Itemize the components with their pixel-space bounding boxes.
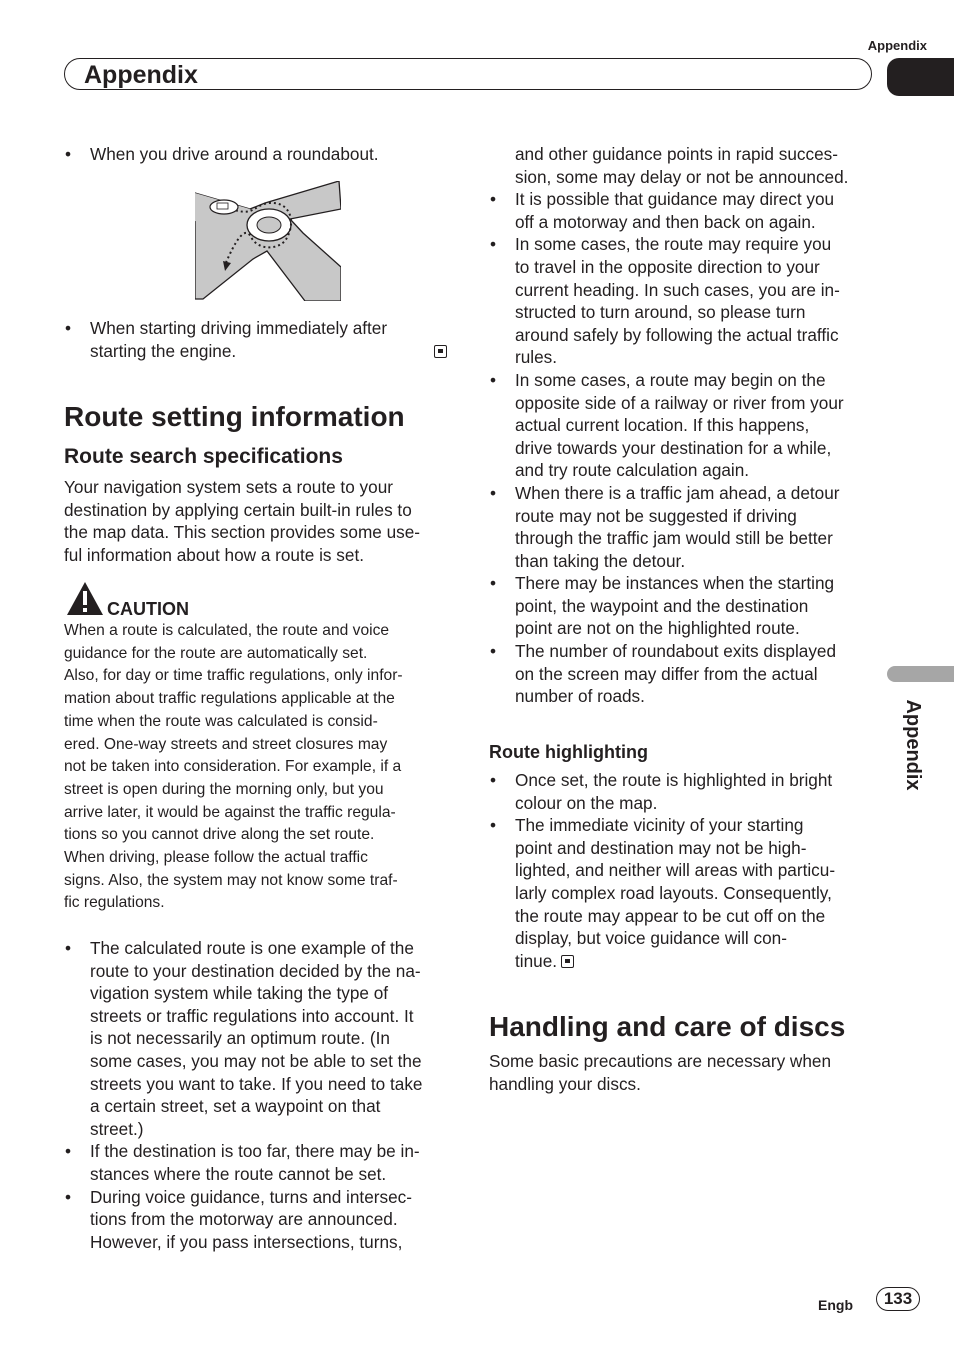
highlight-list xyxy=(489,769,879,972)
discs-title: Handling and care of discs xyxy=(489,1011,846,1042)
list-item: • It is possible that guidance may direct you off a motorway and then back on again. xyxy=(489,188,879,233)
bullet-engine xyxy=(64,317,454,362)
warning-triangle-icon xyxy=(66,581,104,616)
highlight-title: Route highlighting xyxy=(489,742,648,762)
side-tab-label: Appendix xyxy=(902,699,924,791)
intro-paragraph: Your navigation system sets a route to your destination by applying certain built-in rules to the map data. This section provides some use- ful information about how a route is set. xyxy=(64,477,421,565)
caution-label: CAUTION xyxy=(107,599,189,619)
list-item: • When starting driving immediately after starting the engine. xyxy=(64,317,454,362)
list-item: • When you drive around a roundabout. xyxy=(64,143,454,166)
list-item: • The immediate vicinity of your starting point and destination may not be high- lighted, and neither will areas with particu- larly complex road layouts. Consequently, the route may appear to be cut off on the display, but voice guidance will con- tinue. xyxy=(489,814,879,972)
page-title: Appendix xyxy=(84,61,198,89)
language-code: Engb xyxy=(818,1297,853,1313)
end-mark-icon xyxy=(434,345,447,358)
list-item: • In some cases, a route may begin on the opposite side of a railway or river from your actual current location. If this happens, drive towards your destination for a while, and try route calculation again. xyxy=(489,369,879,482)
discs-heading xyxy=(489,1010,845,1044)
list-item: • When there is a traffic jam ahead, a detour route may not be suggested if driving through the traffic jam would still be better than taking the detour. xyxy=(489,482,879,572)
continuation-text: and other guidance points in rapid succes- sion, some may delay or not be announced. xyxy=(515,144,849,187)
page-number: 133 xyxy=(876,1287,920,1311)
header-tab-marker xyxy=(887,58,954,96)
section-title: Route setting information xyxy=(64,401,405,432)
list-item: • The number of roundabout exits displayed on the screen may differ from the actual number of roads. xyxy=(489,640,879,708)
discs-paragraph: Some basic precautions are necessary when handling your discs. xyxy=(489,1051,832,1094)
list-item: • Once set, the route is highlighted in bright colour on the map. xyxy=(489,769,879,814)
list-item: • In some cases, the route may require you to travel in the opposite direction to your current heading. In such cases, you are in- structed to turn around, so please turn around safely by following the actual traffic rules. xyxy=(489,233,879,369)
bullet-roundabout xyxy=(64,143,454,166)
list-item: • If the destination is too far, there may be in- stances where the route cannot be set. xyxy=(64,1140,454,1185)
caution-text: When a route is calculated, the route and voice guidance for the route are automatically set. Also, for day or time traffic regulations, only infor- mation about traffic regulations applicable at the time when the route was calculated is consid- ered. One-way streets and street closures may not be taken into consideration. For example, if a street is open during the morning only, but you arrive later, it would be against the traffic regula- tions so you cannot drive along the set route. When driving, please follow the actual traffic signs. Also, the system may not know some traf- fic regulations. xyxy=(64,622,403,912)
running-head: Appendix xyxy=(867,38,927,53)
end-mark-icon xyxy=(561,955,574,968)
highlight-heading xyxy=(489,740,648,764)
route-notes-list xyxy=(64,937,454,1253)
subsection-heading xyxy=(64,444,343,470)
list-item: • During voice guidance, turns and intersec- tions from the motorway are announced. However, if you pass intersections, turns, xyxy=(64,1186,454,1254)
subsection-title: Route search specifications xyxy=(64,445,343,468)
section-heading xyxy=(64,400,405,434)
right-column-list xyxy=(489,143,879,708)
roundabout-illustration xyxy=(195,181,341,301)
list-item: • The calculated route is one example of the route to your destination decided by the na- vigation system while taking the type of streets or traffic regulations into account. It is not necessarily an optimum route. (In some cases, you may not be able to set the streets you want to take. If you need to take a certain street, set a waypoint on that street.) xyxy=(64,937,454,1140)
list-item: • There may be instances when the starting point, the waypoint and the destination point are not on the highlighted route. xyxy=(489,572,879,640)
